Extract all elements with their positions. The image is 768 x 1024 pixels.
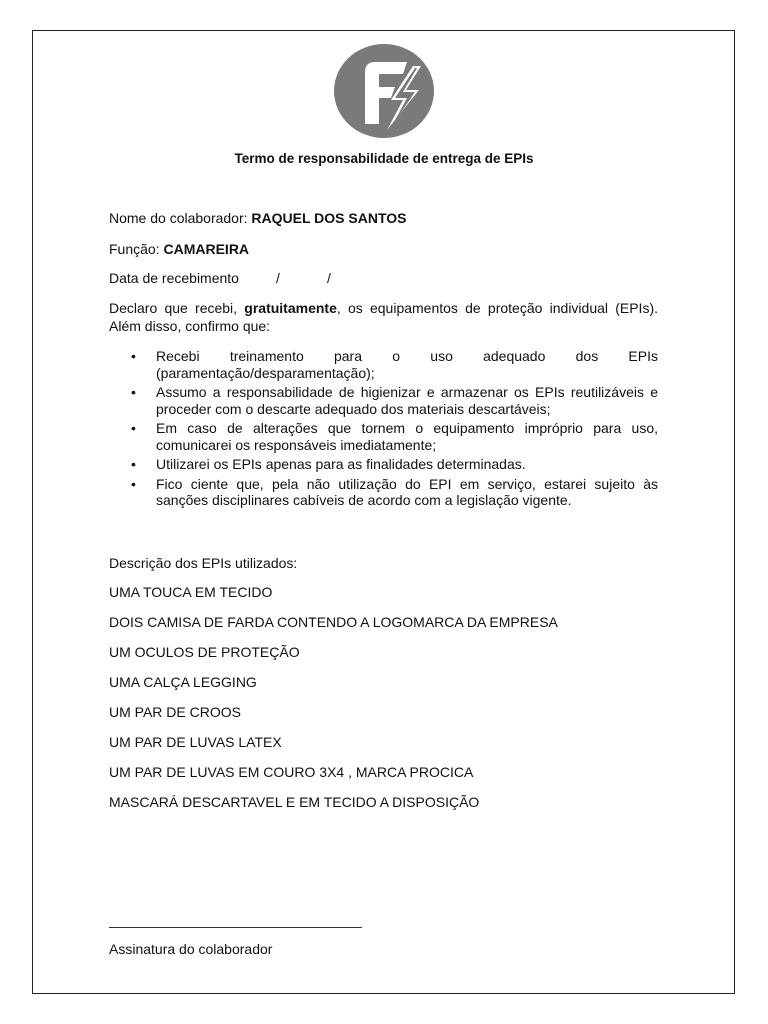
declaration-text-end: , os equipamentos de proteção individual (EPIs). Além disso, confirmo que: xyxy=(109,300,658,334)
role-value: CAMAREIRA xyxy=(163,241,250,257)
epi-item: DOIS CAMISA DE FARDA CONTENDO A LOGOMARCA DA EMPRESA xyxy=(109,614,558,630)
epi-item: UM PAR DE LUVAS EM COURO 3X4 , MARCA PROCICA xyxy=(109,764,474,780)
company-logo xyxy=(333,42,435,140)
commitment-item: • Utilizarei os EPIs apenas para as finalidades determinadas. xyxy=(109,456,658,473)
commitment-item: • Recebi treinamento para o uso adequado dos EPIs (paramentação/desparamentação); xyxy=(109,348,658,381)
commitment-item: • Fico ciente que, pela não utilização do EPI em serviço, estarei sujeito às sanções disciplinares cabíveis de acordo com a legislação vigente. xyxy=(109,476,658,509)
epi-item: MASCARÁ DESCARTAVEL E EM TECIDO A DISPOSIÇÃO xyxy=(109,794,480,810)
signature-label: Assinatura do colaborador xyxy=(109,941,273,957)
commitment-item: • Assumo a responsabilidade de higienizar e armazenar os EPIs reutilizáveis e proceder com o descarte adequado dos materiais descartáveis; xyxy=(109,384,658,417)
declaration-paragraph xyxy=(109,299,658,335)
epi-item: UMA CALÇA LEGGING xyxy=(109,674,257,690)
declaration-text-start: Declaro que recebi, xyxy=(109,300,245,316)
role-line xyxy=(109,241,249,257)
declaration-bold-word: gratuitamente xyxy=(244,300,337,316)
date-separator-2: / xyxy=(327,270,331,286)
epi-item: UM PAR DE CROOS xyxy=(109,704,241,720)
receipt-date-label: Data de recebimento xyxy=(109,270,239,286)
page-border xyxy=(32,30,735,994)
role-label: Função: xyxy=(109,241,164,257)
epi-item: UM PAR DE LUVAS LATEX xyxy=(109,734,282,750)
signature-line xyxy=(109,927,362,928)
epi-list-heading: Descrição dos EPIs utilizados: xyxy=(109,555,298,571)
commitment-list xyxy=(109,348,658,512)
collaborator-name-line xyxy=(109,210,406,226)
collaborator-name-value: RAQUEL DOS SANTOS xyxy=(251,210,407,226)
commitment-item: • Em caso de alterações que tornem o equipamento impróprio para uso, comunicarei os responsáveis imediatamente; xyxy=(109,420,658,453)
collaborator-name-label: Nome do colaborador: xyxy=(109,210,252,226)
document-title: Termo de responsabilidade de entrega de EPIs xyxy=(234,151,534,166)
epi-item: UM OCULOS DE PROTEÇÃO xyxy=(109,644,300,660)
date-separator-1: / xyxy=(276,270,280,286)
epi-item: UMA TOUCA EM TECIDO xyxy=(109,584,273,600)
